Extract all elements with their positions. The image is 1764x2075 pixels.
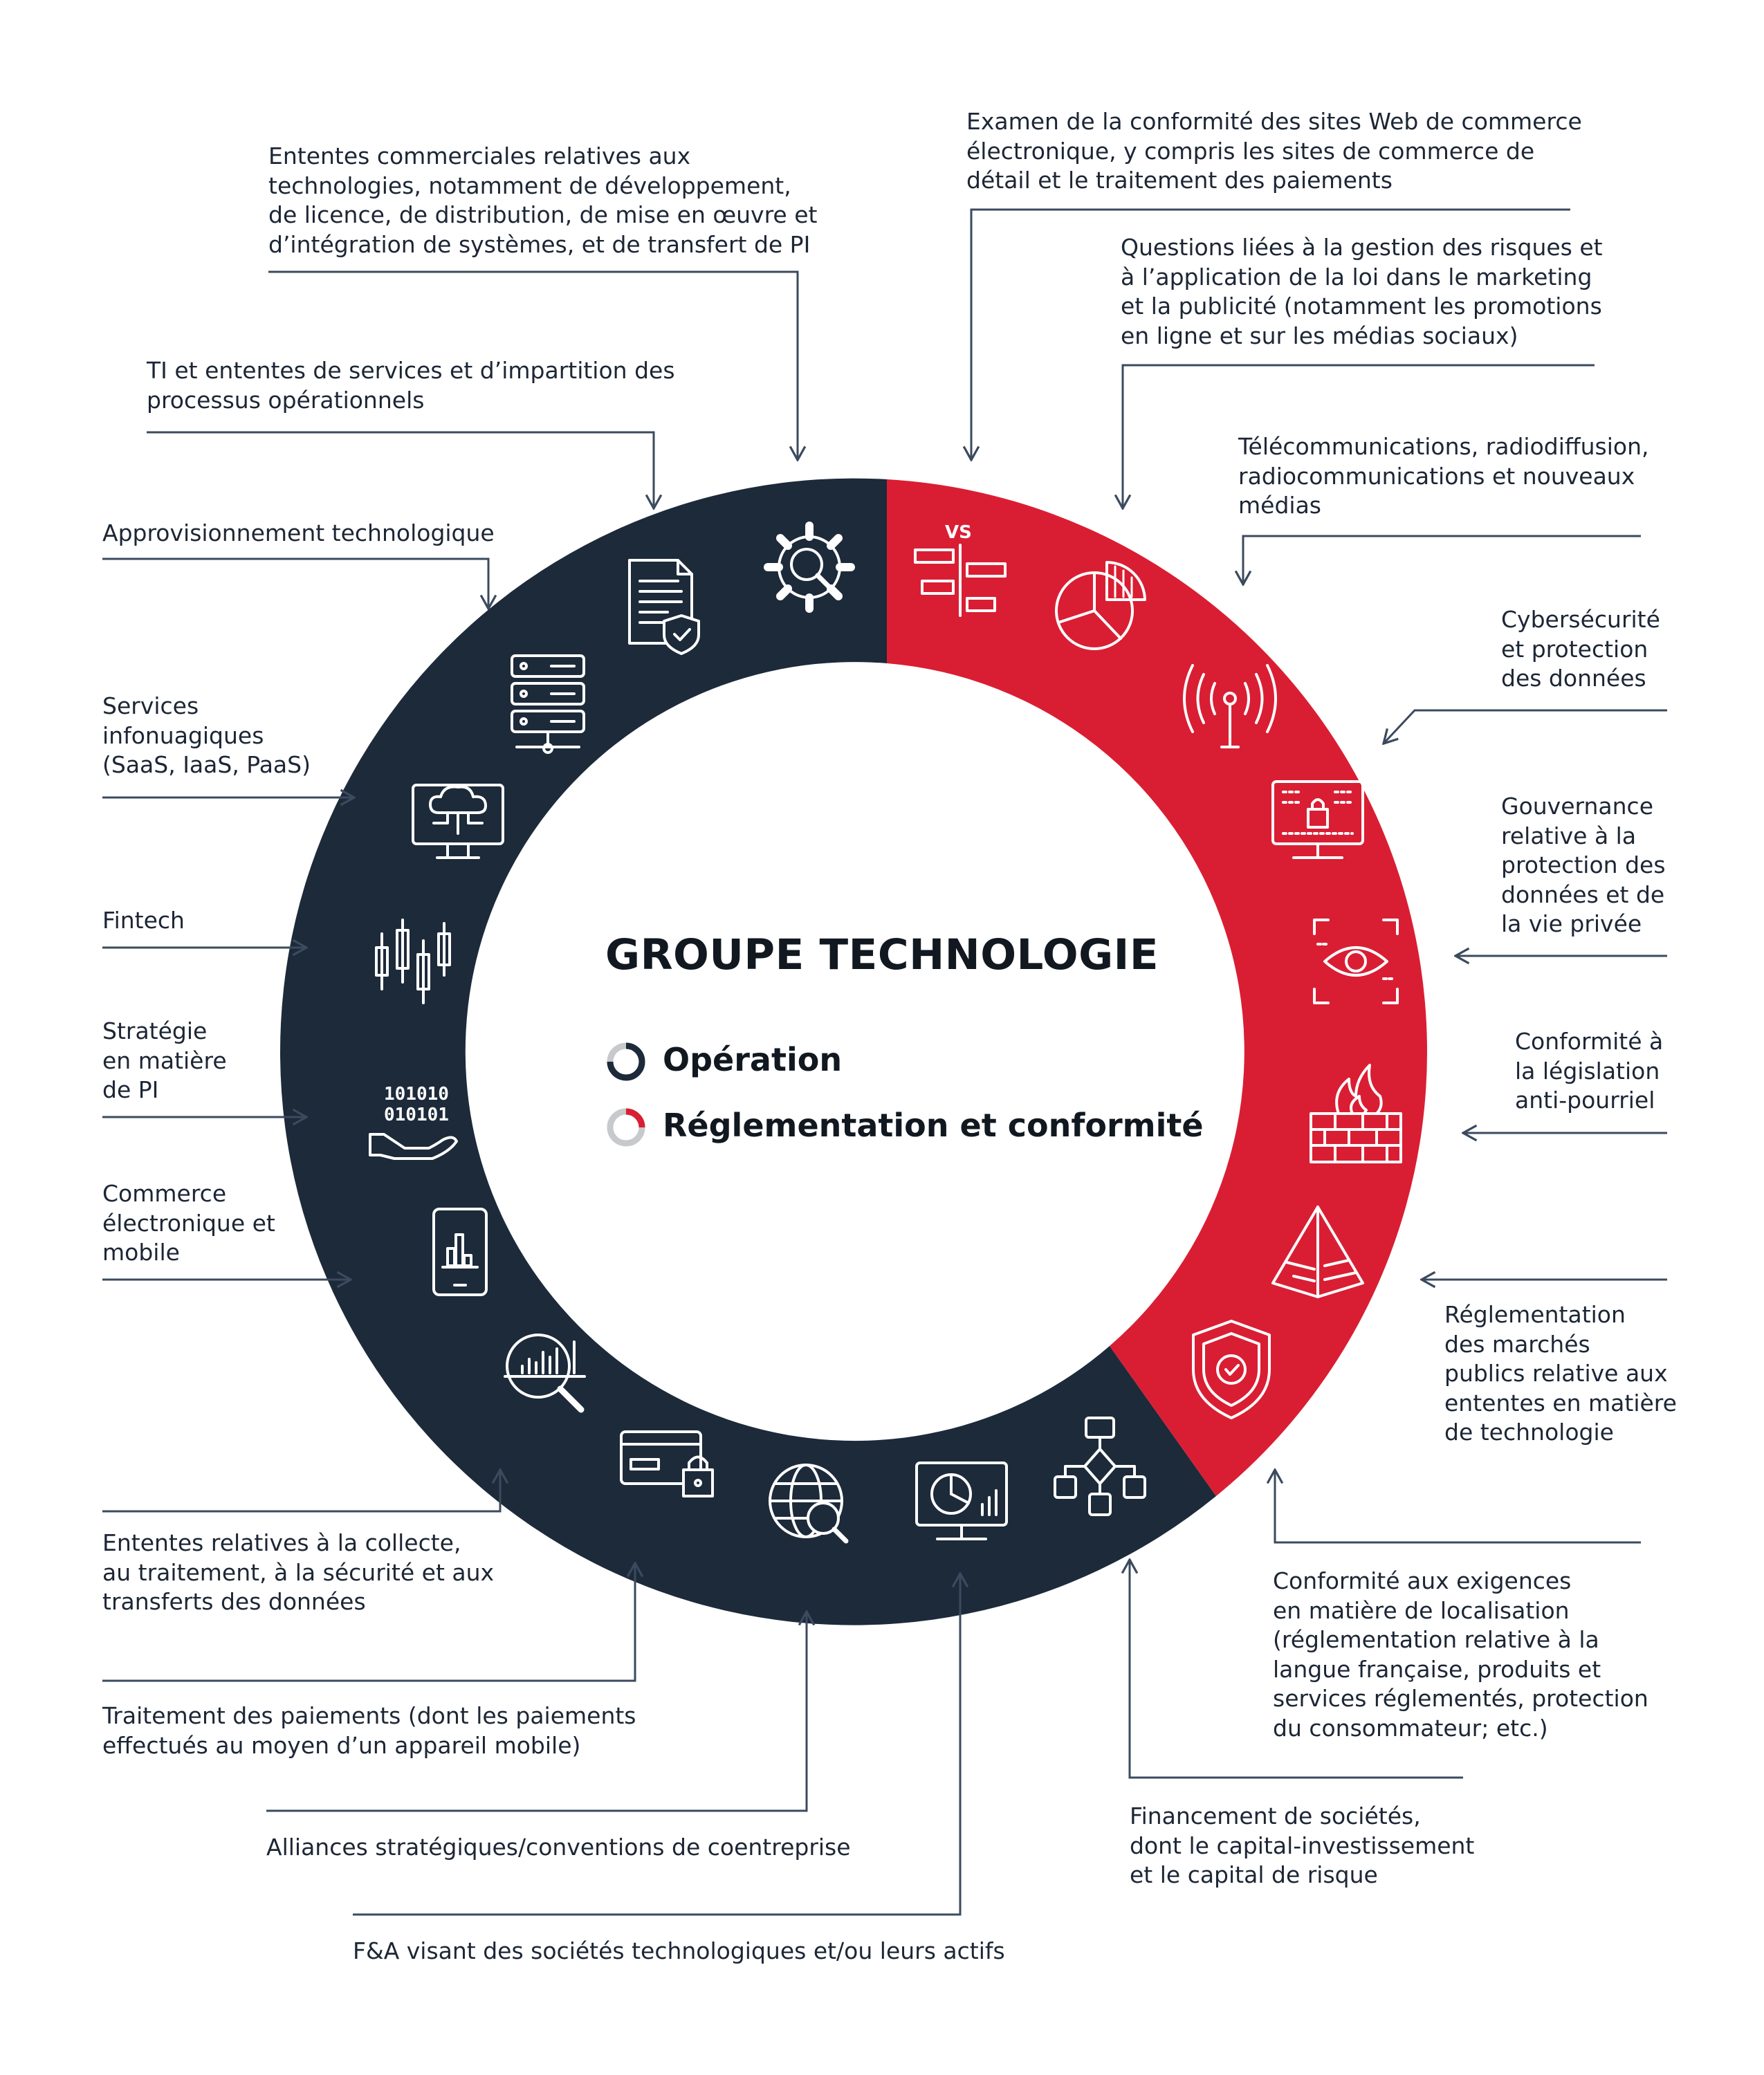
- label-marches-publics: Réglementation des marchés publics relative aux ententes en matière de technologie: [1444, 1301, 1677, 1446]
- regulation-segment: [887, 479, 1427, 1496]
- diagram-title: GROUPE TECHNOLOGIE: [605, 930, 1159, 979]
- label-telecommunications: Télécommunications, radiodiffusion, radiocommunications et nouveaux médias: [1238, 433, 1649, 519]
- label-alliances: Alliances stratégiques/conventions de coentreprise: [266, 1834, 851, 1861]
- label-ententes-donnees: Ententes relatives à la collecte, au traitement, à la sécurité et aux transferts des données: [102, 1529, 495, 1615]
- label-gouvernance: Gouvernance relative à la protection des données et de la vie privée: [1501, 793, 1666, 937]
- label-financement: Financement de sociétés, dont le capital-investissement et le capital de risque: [1130, 1802, 1475, 1888]
- label-commerce-electronique: Commerce électronique et mobile: [102, 1180, 275, 1266]
- legend-regulation-label: Réglementation et conformité: [663, 1107, 1204, 1144]
- label-strategie-pi: Stratégie en matière de PI: [102, 1017, 227, 1103]
- label-cybersecurite: Cybersécurité et protection des données: [1501, 606, 1660, 692]
- label-services-infonuagiques: Services infonuagiques (SaaS, IaaS, PaaS): [102, 692, 311, 778]
- svg-text:101010: 101010: [384, 1084, 449, 1105]
- legend-regulation-icon: [605, 1107, 647, 1148]
- svg-text:010101: 010101: [384, 1105, 449, 1125]
- connector-ti-ententes: [147, 432, 654, 508]
- connector-ententes-donnees: [102, 1470, 500, 1511]
- connector-telecom: [1243, 536, 1641, 584]
- label-ti-ententes: TI et ententes de services et d’impartition des processus opérationnels: [147, 357, 675, 414]
- label-fintech: Fintech: [102, 907, 185, 934]
- label-localisation: Conformité aux exigences en matière de localisation (réglementation relative à la langue française, produits et services réglementés, protection du consommateur; etc.): [1273, 1567, 1648, 1742]
- connector-cybersecurite: [1384, 710, 1667, 744]
- label-approvisionnement: Approvisionnement technologique: [102, 519, 495, 546]
- label-ententes-commerciales: Ententes commerciales relatives aux technologies, notamment de développement, de licence, de distribution, de mise en œuvre et d’intégration de systèmes, et de transfert de PI: [268, 142, 818, 258]
- svg-text:VS: VS: [945, 522, 972, 543]
- label-fa: F&A visant des sociétés technologiques et/ou leurs actifs: [353, 1937, 1005, 1964]
- connector-approvisionnement: [102, 559, 488, 609]
- label-gestion-risques: Questions liées à la gestion des risques et à l’application de la loi dans le marketing et la publicité (notamment les promotions en ligne et sur les médias sociaux): [1121, 234, 1603, 349]
- label-examen-conformite: Examen de la conformité des sites Web de commerce électronique, y compris les sites de commerce de détail et le traitement des paiements: [966, 108, 1582, 194]
- label-anti-pourriel: Conformité à la législation anti-pourriel: [1515, 1028, 1664, 1114]
- label-traitement-paiements: Traitement des paiements (dont les paiements effectués au moyen d’un appareil mobile): [102, 1702, 636, 1759]
- connector-localisation: [1275, 1470, 1641, 1542]
- ring: [280, 479, 1427, 1625]
- legend-operation-icon: [605, 1041, 647, 1082]
- legend-operation-label: Opération: [663, 1041, 843, 1078]
